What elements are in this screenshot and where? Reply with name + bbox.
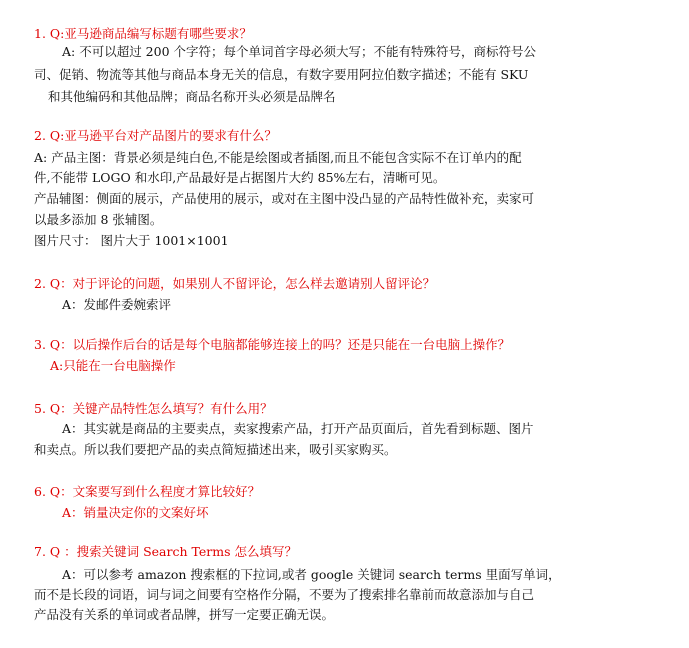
answer-5-line-2: 和卖点。所以我们要把产品的卖点简短描述出来，吸引买家购买。	[34, 442, 397, 457]
answer-2-line-4: 以最多添加 8 张辅图。	[34, 212, 163, 227]
question-5: 5. Q：关键产品特性怎么填写？有什么用？	[34, 401, 273, 416]
question-4: 3. Q：以后操作后台的话是每个电脑都能够连接上的吗？还是只能在一台电脑上操作？	[34, 337, 511, 352]
answer-2-line-3: 产品辅图：侧面的展示，产品使用的展示，或对在主图中没凸显的产品特性做补充，卖家可	[34, 191, 535, 206]
answer-7-line-2: 而不是长段的词语，词与词之间要有空格作分隔，不要为了搜索排名靠前而故意添加与自己	[34, 587, 535, 602]
answer-7-line-1: A：可以参考 amazon 搜索框的下拉词,或者 google 关键词 search terms 里面写单词，	[62, 567, 561, 582]
answer-1-line-3: 和其他编码和其他品牌；商品名称开头必须是品牌名	[48, 89, 336, 104]
question-1: 1. Q:亚马逊商品编写标题有哪些要求？	[34, 26, 252, 41]
answer-2-line-5: 图片尺寸： 图片大于 1001×1001	[34, 233, 229, 248]
question-3: 2. Q：对于评论的问题，如果别人不留评论，怎么样去邀请别人留评论？	[34, 276, 436, 291]
answer-7-line-3: 产品没有关系的单词或者品牌，拼写一定要正确无误。	[34, 607, 335, 622]
answer-1-line-2: 司、促销、物流等其他与商品本身无关的信息，有数字要用阿拉伯数字描述；不能有 SKU	[34, 67, 529, 82]
answer-2-line-1: A: 产品主图：背景必须是纯白色,不能是绘图或者插图,而且不能包含实际不在订单内的配	[34, 150, 522, 165]
answer-6-line-1: A：销量决定你的文案好坏	[62, 505, 209, 520]
answer-4-line-1: A:只能在一台电脑操作	[50, 358, 176, 373]
question-7: 7. Q ：搜索关键词 Search Terms 怎么填写？	[34, 544, 297, 559]
question-2: 2. Q:亚马逊平台对产品图片的要求有什么？	[34, 128, 277, 143]
question-6: 6. Q：文案要写到什么程度才算比较好？	[34, 484, 261, 499]
answer-5-line-1: A：其实就是商品的主要卖点，卖家搜索产品，打开产品页面后，首先看到标题、图片	[62, 421, 534, 436]
answer-3-line-1: A：发邮件委婉索评	[62, 297, 172, 312]
answer-1-line-1: A: 不可以超过 200 个字符；每个单词首字母必须大写；不能有特殊符号，商标符号公	[62, 44, 537, 59]
answer-2-line-2: 件,不能带 LOGO 和水印,产品最好是占据图片大约 85%左右，清晰可见。	[34, 170, 446, 185]
